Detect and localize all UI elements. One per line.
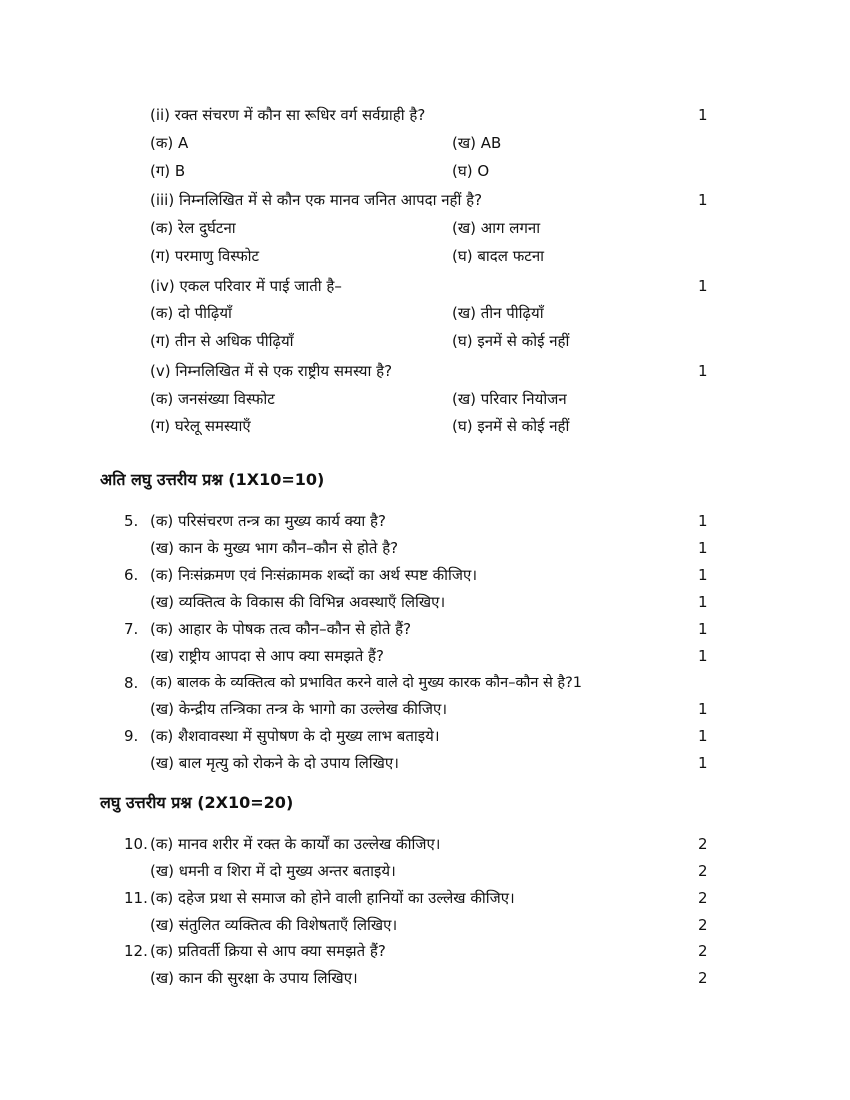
question-text: (iii) निम्नलिखित में से कौन एक मानव जनित आपदा नहीं है? bbox=[150, 191, 483, 209]
option-ga: (ग) B bbox=[150, 162, 186, 180]
section-heading-vsa: अति लघु उत्तरीय प्रश्न (1X10=10) bbox=[100, 470, 325, 489]
question-text: (v) निम्नलिखित में से एक राष्ट्रीय समस्या है? bbox=[150, 362, 393, 380]
question-text: (ii) रक्त संचरण में कौन सा रूधिर वर्ग सर्वग्राही है? bbox=[150, 106, 426, 124]
question-text: (ख) कान के मुख्य भाग कौन–कौन से होते है? bbox=[150, 539, 399, 557]
option-ka: (क) दो पीढ़ियाँ bbox=[150, 304, 232, 322]
question-text: (ख) संतुलित व्यक्तित्व की विशेषताएँ लिखिए। bbox=[150, 916, 398, 934]
option-ga: (ग) तीन से अधिक पीढ़ियाँ bbox=[150, 332, 294, 350]
question-marks: 1 bbox=[698, 566, 708, 584]
question-number: 7. bbox=[124, 620, 139, 638]
question-marks: 1 bbox=[698, 700, 708, 718]
question-number: 11. bbox=[124, 889, 148, 907]
question-number: 6. bbox=[124, 566, 139, 584]
question-marks: 2 bbox=[698, 969, 708, 987]
option-kha: (ख) AB bbox=[452, 134, 502, 152]
question-number: 12. bbox=[124, 942, 148, 960]
question-text: (क) बालक के व्यक्तित्व को प्रभावित करने वाले दो मुख्य कारक कौन–कौन से है?1 bbox=[150, 675, 583, 691]
question-number: 9. bbox=[124, 727, 139, 745]
question-text: (क) प्रतिवर्ती क्रिया से आप क्या समझते हैं? bbox=[150, 942, 386, 960]
question-text: (ख) व्यक्तित्व के विकास की विभिन्न अवस्थाएँ लिखिए। bbox=[150, 593, 446, 611]
question-text: (ख) बाल मृत्यु को रोकने के दो उपाय लिखिए। bbox=[150, 754, 399, 772]
question-marks: 1 bbox=[698, 191, 708, 209]
option-ka: (क) जनसंख्या विस्फोट bbox=[150, 390, 275, 408]
question-marks: 1 bbox=[698, 362, 708, 380]
question-marks: 1 bbox=[698, 512, 708, 530]
question-marks: 1 bbox=[698, 727, 708, 745]
question-text: (क) शैशवावस्था में सुपोषण के दो मुख्य लाभ बताइये। bbox=[150, 727, 440, 745]
option-ga: (ग) परमाणु विस्फोट bbox=[150, 247, 260, 265]
question-number: 10. bbox=[124, 835, 148, 853]
question-marks: 1 bbox=[698, 539, 708, 557]
question-text: (ख) धमनी व शिरा में दो मुख्य अन्तर बताइये। bbox=[150, 862, 396, 880]
question-text: (क) मानव शरीर में रक्त के कार्यों का उल्लेख कीजिए। bbox=[150, 835, 441, 853]
question-marks: 1 bbox=[698, 754, 708, 772]
option-ga: (ग) घरेलू समस्याएँ bbox=[150, 417, 251, 435]
question-marks: 1 bbox=[698, 647, 708, 665]
question-marks: 2 bbox=[698, 942, 708, 960]
question-text: (क) दहेज प्रथा से समाज को होने वाली हानियों का उल्लेख कीजिए। bbox=[150, 889, 515, 907]
question-text: (क) परिसंचरण तन्त्र का मुख्य कार्य क्या है? bbox=[150, 512, 386, 530]
question-text: (ख) कान की सुरक्षा के उपाय लिखिए। bbox=[150, 969, 358, 987]
question-number: 5. bbox=[124, 512, 139, 530]
question-marks: 1 bbox=[698, 277, 708, 295]
option-kha: (ख) परिवार नियोजन bbox=[452, 390, 567, 408]
question-marks: 2 bbox=[698, 862, 708, 880]
question-marks: 1 bbox=[698, 593, 708, 611]
question-marks: 2 bbox=[698, 835, 708, 853]
option-kha: (ख) आग लगना bbox=[452, 219, 541, 237]
option-gha: (घ) बादल फटना bbox=[452, 247, 545, 265]
option-gha: (घ) O bbox=[452, 162, 490, 180]
question-text: (ख) राष्ट्रीय आपदा से आप क्या समझते हैं? bbox=[150, 647, 384, 665]
question-marks: 2 bbox=[698, 916, 708, 934]
question-marks: 2 bbox=[698, 889, 708, 907]
question-marks: 1 bbox=[698, 106, 708, 124]
question-text: (क) निःसंक्रमण एवं निःसंक्रामक शब्दों का अर्थ स्पष्ट कीजिए। bbox=[150, 566, 478, 584]
question-number: 8. bbox=[124, 674, 139, 692]
option-ka: (क) रेल दुर्घटना bbox=[150, 219, 236, 237]
option-kha: (ख) तीन पीढ़ियाँ bbox=[452, 304, 544, 322]
option-gha: (घ) इनमें से कोई नहीं bbox=[452, 417, 570, 435]
question-text: (ख) केन्द्रीय तन्त्रिका तन्त्र के भागो का उल्लेख कीजिए। bbox=[150, 700, 448, 718]
option-gha: (घ) इनमें से कोई नहीं bbox=[452, 332, 570, 350]
question-marks: 1 bbox=[698, 620, 708, 638]
question-text: (क) आहार के पोषक तत्व कौन–कौन से होते हैं? bbox=[150, 620, 412, 638]
option-ka: (क) A bbox=[150, 134, 189, 152]
section-heading-sa: लघु उत्तरीय प्रश्न (2X10=20) bbox=[100, 793, 294, 812]
question-text: (iv) एकल परिवार में पाई जाती है– bbox=[150, 277, 342, 295]
